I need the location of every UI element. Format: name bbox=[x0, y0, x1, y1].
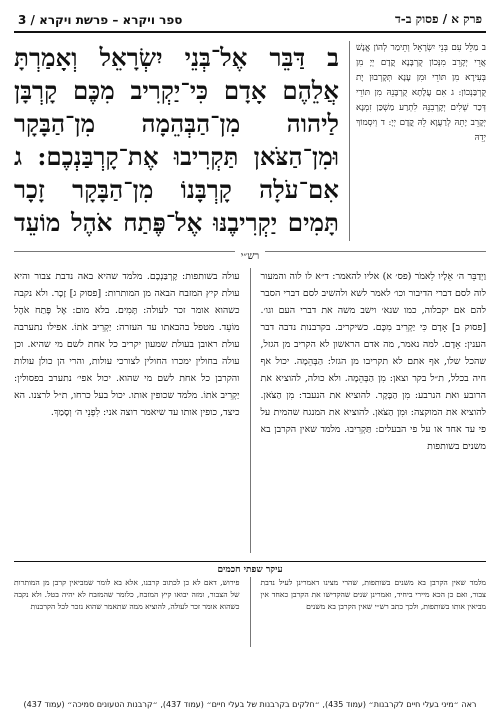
torah-verse: ב דַּבֵּר אֶל־בְּנֵי יִשְׂרָאֵל וְאָמַרְתָּ אֲלֵהֶם אָדָם כִּי־יַקְרִיב מִכֶּם קָרְבָּן לַיהוה מִן־הַבְּהֵמָה מִן־הַבָּקָר וּמִן־הַצֹּאן תַּקְרִיבוּ אֶת־קָרְבַּנְכֶם: ג אִם־עֹלָה קָרְבָּנוֹ מִן־הַבָּקָר זָכָר תָּמִים יַקְרִיבֶנּוּ אֶל־פֶּתַח אֹהֶל מוֹעֵד bbox=[14, 43, 339, 237]
chapter-verse-label: פרק א / פסוק ב-ד bbox=[394, 12, 482, 26]
sifsei-column-right: מלמד שאין הקרבן בא משנים בשותפות, שהרי מצינו דאמרינן לעיל נדבת צבור, ואם כן הכא מיירי ביחיד, ואמרינן שנים שהקדישו את הקרבן כאחד אין מביאין אותו בשותפות, ולכך כתב רש״י שאין הקרבן בא משנים bbox=[260, 578, 486, 611]
rashi-commentary bbox=[14, 268, 486, 553]
sifsei-body bbox=[14, 577, 486, 647]
page-header bbox=[14, 12, 486, 33]
cross-reference-footnote: ראה ״מיני בעלי חיים לקרבנות״ (עמוד 435), ״חלקים בקרבנות של בעלי חיים״ (עמוד 437), ״קרבנות הטעונים סמיכה״ (עמוד 437) bbox=[23, 700, 477, 709]
sifsei-title: עיקר שפתי חכמים bbox=[217, 565, 283, 575]
column-divider bbox=[250, 577, 251, 647]
rashi-label: רש״י bbox=[235, 251, 265, 262]
rashi-divider bbox=[14, 251, 486, 262]
rashi-column-left: עולה בשותפות: קָרְבַּנְכֶם. מלמד שהיא באה נדבת צבור והיא עולת קיץ המזבח הבאה מן המותרות: [פסוק ג] זָכָר. ולא נקבה כשהוא אומר זכר לעולה: תָּמִים. בלא מום: אֶל פֶּתַח אֹהֶל מוֹעֵד. מטפל בהבאתו עד העזרה: יַקְרִיב אֹתוֹ. אפילו נתערבה עולת ראובן בעולת שמעון יקריב כל אחת לשם מי שהיא. וכן עולה בחולין ימכרו החולין לצורכי עולות, והרי הן כולן עולות והקרבן כל אחת לשם מי שהוא. יכול אפי׳ נתערב בפסולין: יַקְרִיב אֹתוֹ. מלמד שכופין אותו. יכול בעל כרחו, ת״ל לרצנו. הא כיצד, כופין אותו עד שיאמר רוצה אני: לִפְנֵי ה׳ וְסָמַךְ. bbox=[14, 271, 240, 418]
sifsei-chachamim bbox=[14, 561, 486, 647]
targum-column: ב מַלֵּל עִם בְּנֵי יִשְׂרָאֵל וְתֵימַר לְהוֹן אֱנָשׁ אֲרֵי יְקָרֵב מִנְּכוֹן קֻרְבָּנָא קֳדָם יְיָ מִן בְּעִירָא מִן תּוֹרֵי וּמִן עָנָא תְּקָרְבוּן יָת קֻרְבַּנְכוֹן: ג אִם עֲלָתָא קֻרְבָּנֵהּ מִן תּוֹרֵי דְּכַר שְׁלִים יְקָרְבִנֵּהּ לִתְרַע מַשְׁכַּן זִמְנָא יְקָרֵב יָתֵהּ לְרַעֲוָא לֵהּ קֳדָם יְיָ: ד וְיִסְמוֹךְ יְדֵהּ bbox=[349, 41, 486, 241]
rashi-column-right: וַיְדַבֵּר ה׳ אֵלָיו לֵאמֹר (פס׳ א) אליו להאמר: ד״א לו לוה והמעור לוה לסם דברי הדיבור וכו׳ לאמר לשא ולהשיב לסם דברי הסבר להם אם יקבלוה, כמו שנא׳ וישב משה את דברי העם וגו׳. [פסוק ב] אָדָם כִּי יַקְרִיב מִכֶּם. כשיקריב. בקרבנות נדבה דבר הענין: אָדָם. למה נאמר, מה אדם הראשון לא הקריב מן הגזל, שהכל שלו, אף אתם לא תקריבו מן הגזל: הַבְּהֵמָה. יכול אף חיה בכלל, ת״ל בקר וצאן: מִן הַבְּהֵמָה. ולא כולה, להוציא את הרובע ואת הנרבע: מִן הַבָּקָר. להוציא את הנעבד: מִן הַצֹּאן. להוציא את המוקצה: וּמִן הַצֹּאן. להוציא את המנגח שהמית על פי עד אחד או על פי הבעלים: תַּקְרִיבוּ. מלמד שאין הקרבן בא משנים בשותפות bbox=[260, 271, 486, 452]
sifsei-column-left: פירוש, דאם לא כן לכתוב קרבנו, אלא בא לומר שמביאין קרבן מן המותרות של הצבור, ומזה יבואו קיץ המזבח, כלומר שהמזבח לא יהיה בטל. ולא נקבה כשהוא אומר זכר לעולה, להוציא ממה שתאמר שהוא נזכר לכל הקרבנות bbox=[14, 578, 240, 611]
column-divider bbox=[250, 268, 251, 553]
book-parsha-label: ספר ויקרא – פרשת ויקרא / 3 bbox=[18, 12, 183, 27]
text-section bbox=[14, 41, 486, 241]
